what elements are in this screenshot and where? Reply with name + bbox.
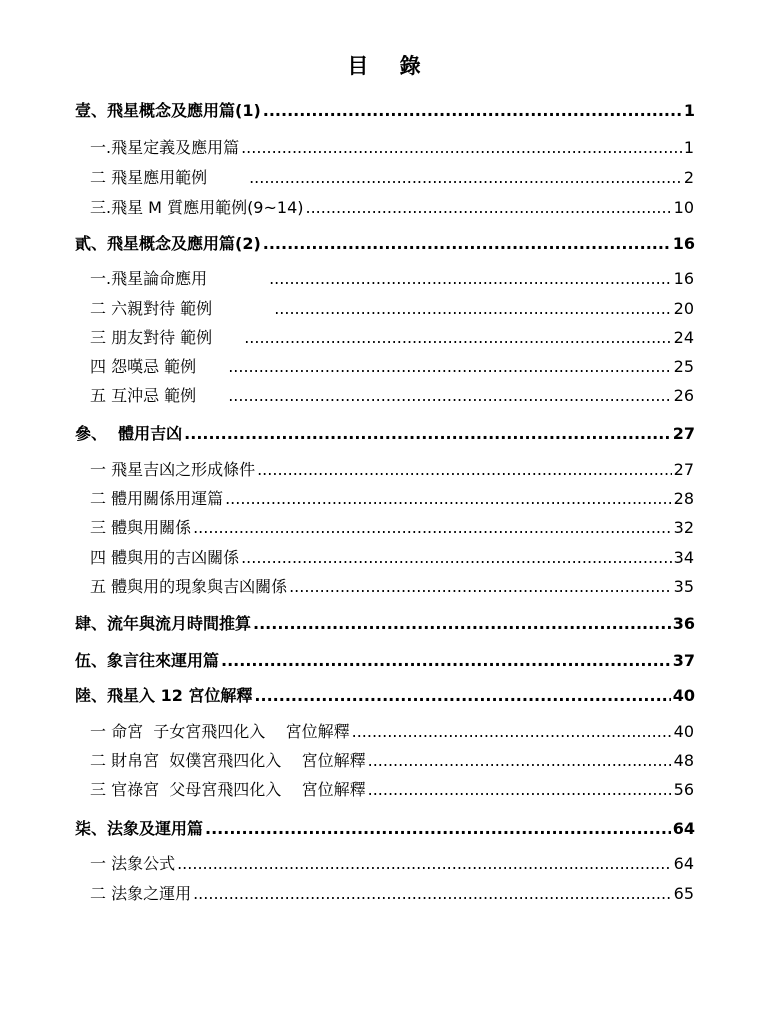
toc-entry-page: 36 <box>672 614 695 633</box>
toc-entry-label: 二 法象之運用 <box>90 884 192 903</box>
toc-entry-page: 26 <box>673 386 694 405</box>
toc-leader-dots <box>193 884 672 903</box>
toc-entry-label: 一 命宮 子女宮飛四化入 宮位解釋 <box>90 722 350 741</box>
toc-entry-page: 65 <box>673 884 694 903</box>
toc-entry-label: 三.飛星 M 質應用範例(9~14) <box>90 198 304 217</box>
toc-entry-label: 三 官祿宮 父母宮飛四化入 宮位解釋 <box>90 780 366 799</box>
page-title: 目 錄 <box>347 54 433 78</box>
toc-entry-heading[interactable] <box>75 98 695 121</box>
toc-entry[interactable] <box>90 457 694 480</box>
toc-entry-label: 柒、法象及運用篇 <box>75 819 204 838</box>
toc-leader-dots <box>289 577 672 596</box>
toc-entry-label: 陸、飛星入 12 宮位解釋 <box>75 686 253 705</box>
toc-entry[interactable] <box>90 486 694 509</box>
toc-entry-page: 24 <box>673 328 694 347</box>
toc-entry-label: 三 朋友對待 範例 <box>90 328 213 347</box>
toc-entry[interactable] <box>90 881 694 904</box>
toc-leader-dots <box>269 269 672 288</box>
toc-entry-page: 48 <box>673 751 694 770</box>
toc-leader-dots <box>368 751 672 770</box>
toc-entry-page: 40 <box>673 722 694 741</box>
toc-leader-dots <box>274 299 671 318</box>
toc-leader-dots <box>254 686 670 705</box>
toc-leader-dots <box>368 780 672 799</box>
toc-entry[interactable] <box>90 296 694 319</box>
toc-entry[interactable] <box>90 545 694 568</box>
toc-entry[interactable] <box>90 266 694 289</box>
toc-entry-heading[interactable] <box>75 683 695 706</box>
toc-entry-label: 二 財帛宮 奴僕宮飛四化入 宮位解釋 <box>90 751 366 770</box>
toc-entry-page: 16 <box>672 234 695 253</box>
toc-entry-label: 三 體與用關係 <box>90 518 192 537</box>
toc-leader-dots <box>184 424 671 443</box>
toc-entry-label: 四 體與用的吉凶關係 <box>90 548 240 567</box>
toc-entry-label: 一.飛星論命應用 <box>90 269 208 288</box>
toc-entry[interactable] <box>90 354 694 377</box>
toc-leader-dots <box>249 168 682 187</box>
toc-entry-label: 參、 體用吉凶 <box>75 424 183 443</box>
toc-entry-heading[interactable] <box>75 816 695 839</box>
toc-entry-page: 32 <box>673 518 694 537</box>
toc-entry-page: 1 <box>683 138 694 157</box>
toc-entry-label: 肆、流年與流月時間推算 <box>75 614 252 633</box>
toc-entry[interactable] <box>90 195 694 218</box>
toc-leader-dots <box>253 614 671 633</box>
toc-entry-label: 貳、飛星概念及應用篇(2) <box>75 234 261 253</box>
toc-leader-dots <box>225 489 672 508</box>
toc-entry-page: 20 <box>673 299 694 318</box>
toc-entry-page: 34 <box>673 548 694 567</box>
toc-leader-dots <box>352 722 672 741</box>
toc-entry[interactable] <box>90 135 694 158</box>
toc-entry-heading[interactable] <box>75 421 695 444</box>
toc-entry[interactable] <box>90 515 694 538</box>
toc-entry-label: 一 飛星吉凶之形成條件 <box>90 460 256 479</box>
toc-leader-dots <box>221 651 671 670</box>
toc-leader-dots <box>257 460 672 479</box>
toc-entry-page: 28 <box>673 489 694 508</box>
toc-entry-page: 27 <box>672 424 695 443</box>
toc-leader-dots <box>244 328 671 347</box>
toc-entry-page: 37 <box>672 651 695 670</box>
toc-entry-heading[interactable] <box>75 648 695 671</box>
toc-leader-dots <box>263 234 671 253</box>
toc-leader-dots <box>205 819 671 838</box>
toc-leader-dots <box>241 548 672 567</box>
toc-entry-label: 四 怨嘆忌 範例 <box>90 357 197 376</box>
toc-entry-label: 二 六親對待 範例 <box>90 299 213 318</box>
toc-entry-label: 伍、象言往來運用篇 <box>75 651 220 670</box>
toc-leader-dots <box>306 198 672 217</box>
toc-entry[interactable] <box>90 574 694 597</box>
toc-entry-page: 25 <box>673 357 694 376</box>
toc-entry-label: 五 互沖忌 範例 <box>90 386 197 405</box>
toc-entry-page: 27 <box>673 460 694 479</box>
toc-entry[interactable] <box>90 383 694 406</box>
toc-entry-page: 40 <box>672 686 695 705</box>
toc-leader-dots <box>177 854 672 873</box>
toc-entry[interactable] <box>90 777 694 800</box>
toc-entry-page: 64 <box>672 819 695 838</box>
toc-entry[interactable] <box>90 165 694 188</box>
toc-entry-page: 1 <box>683 101 695 120</box>
toc-entry[interactable] <box>90 325 694 348</box>
toc-entry-page: 10 <box>673 198 694 217</box>
toc-entry[interactable] <box>90 851 694 874</box>
toc-entry-heading[interactable] <box>75 231 695 254</box>
toc-entry-page: 56 <box>673 780 694 799</box>
toc-leader-dots <box>228 386 671 405</box>
toc-entry-label: 壹、飛星概念及應用篇(1) <box>75 101 261 120</box>
toc-entry-label: 一 法象公式 <box>90 854 176 873</box>
toc-entry-label: 五 體與用的現象與吉凶關係 <box>90 577 288 596</box>
toc-leader-dots <box>193 518 672 537</box>
toc-entry-page: 16 <box>673 269 694 288</box>
toc-leader-dots <box>241 138 682 157</box>
toc-entry-page: 35 <box>673 577 694 596</box>
toc-entry-label: 二 飛星應用範例 <box>90 168 208 187</box>
toc-entry-page: 2 <box>683 168 694 187</box>
toc-entry[interactable] <box>90 748 694 771</box>
toc-entry-label: 二 體用關係用運篇 <box>90 489 224 508</box>
toc-leader-dots <box>228 357 671 376</box>
toc-entry[interactable] <box>90 719 694 742</box>
toc-entry-heading[interactable] <box>75 611 695 634</box>
toc-leader-dots <box>263 101 682 120</box>
toc-entry-label: 一.飛星定義及應用篇 <box>90 138 240 157</box>
toc-entry-page: 64 <box>673 854 694 873</box>
